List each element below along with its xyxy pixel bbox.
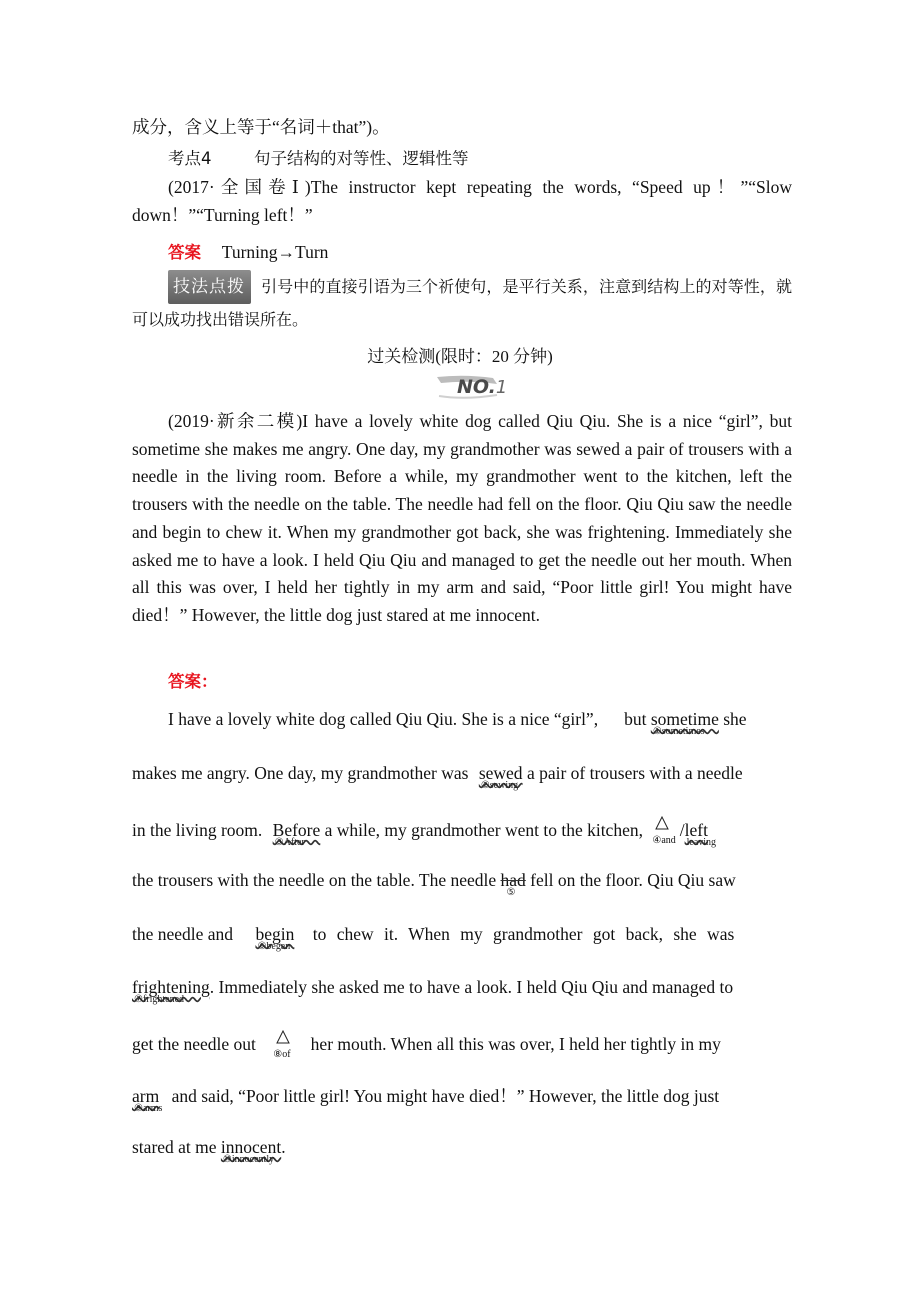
corrected-line-7 bbox=[132, 1030, 804, 1060]
answer-1-value: Turning→Turn bbox=[221, 242, 329, 262]
correction-6 bbox=[500, 870, 526, 898]
passage-text: I have a lovely white dog called Qiu Qiu. She is a nice “girl”, but sometime she makes me angry. One day, my grandmother was sewed a pair of trousers with a needle in the living room. Before a while, my grandmother went to the kitchen, left the trousers with the needle on the table. The needle had fell on the floor. Qiu Qiu saw the needle and begin to chew it. When my grandmother got back, she was frightening. Immediately she asked me to have a look. I held Qiu Qiu and managed to get the needle out her mouth. When all this was over, I held her tightly in my arm and said, “Poor little girl! You might have died！” However, the little dog just stared at me innocent. bbox=[132, 411, 793, 625]
corrected-text: . bbox=[281, 1137, 286, 1157]
correction-note: ⑤ bbox=[506, 887, 516, 898]
tip-badge: 技法点拨 bbox=[168, 270, 251, 304]
correction-slash: / bbox=[679, 820, 685, 840]
corrected-line-6 bbox=[132, 977, 804, 1007]
quiz-title: 过关检测(限时：20 分钟) bbox=[367, 347, 553, 366]
section-title: 句子结构的对等性、逻辑性等 bbox=[254, 149, 469, 168]
answer-2-label: 答案： bbox=[168, 672, 218, 691]
corrected-text: stared at me bbox=[132, 1137, 217, 1157]
corrected-line-9 bbox=[132, 1137, 804, 1167]
correction-note: ①sometimes bbox=[652, 726, 705, 737]
correction-9 bbox=[268, 1030, 296, 1060]
correction-1 bbox=[650, 709, 719, 737]
correction-note: leaving bbox=[686, 837, 717, 848]
insertion-caret-icon bbox=[655, 816, 669, 830]
error-word: innocent bbox=[220, 1137, 282, 1157]
correction-note: ③After bbox=[274, 837, 305, 848]
example-paragraph bbox=[132, 174, 792, 229]
corrected-text: makes me angry. One day, my grandmother was bbox=[132, 763, 469, 783]
insertion-caret-icon bbox=[276, 1030, 290, 1044]
corrected-text: . Immediately she asked me to have a look. I held Qiu Qiu and managed to bbox=[209, 977, 734, 997]
answer-1-label: 答案 bbox=[168, 243, 201, 262]
corrected-line-4 bbox=[132, 870, 804, 900]
correction-note: ⑧of bbox=[273, 1049, 291, 1060]
corrected-text: in the living room. bbox=[132, 820, 263, 840]
correction-5 bbox=[684, 820, 717, 848]
corrected-text: but bbox=[624, 709, 647, 729]
correction-4 bbox=[647, 816, 676, 846]
section-heading bbox=[168, 145, 469, 169]
answer-1 bbox=[168, 239, 328, 263]
corrected-line-1 bbox=[168, 709, 804, 739]
corrected-line-8 bbox=[132, 1083, 804, 1113]
error-word: sometime bbox=[650, 709, 719, 729]
passage-citation: (2019·新余二模) bbox=[168, 411, 303, 431]
error-word: had bbox=[500, 870, 526, 890]
correction-8 bbox=[132, 977, 210, 1005]
corrected-text: a pair of trousers with a needle bbox=[526, 763, 743, 783]
corrected-text: a while, my grandmother went to the kitchen, bbox=[324, 820, 643, 840]
example-citation: (2017·全国卷Ⅰ) bbox=[168, 177, 311, 197]
correction-10 bbox=[132, 1086, 163, 1114]
corrected-line-2 bbox=[132, 763, 804, 793]
error-word: begin bbox=[255, 924, 295, 944]
corrected-text: fell on the floor. Qiu Qiu saw bbox=[530, 870, 736, 890]
correction-note: ⑨arms bbox=[134, 1103, 163, 1114]
tip-text: 引号中的直接引语为三个祈使句，是平行关系，注意到结构上的对等性，就可以成功找出错误所在。 bbox=[132, 277, 792, 329]
correction-3 bbox=[272, 820, 321, 848]
correction-note: ⑥began bbox=[257, 941, 291, 952]
correction-7 bbox=[255, 924, 295, 952]
corrected-text: her mouth. When all this was over, I held her tightly in my bbox=[310, 1034, 721, 1054]
corrected-line-5 bbox=[132, 924, 804, 954]
error-word: arm bbox=[132, 1086, 160, 1106]
error-word: Before bbox=[272, 820, 321, 840]
corrected-text: the needle and bbox=[132, 924, 234, 944]
error-word: frightening bbox=[132, 977, 210, 997]
corrected-text: she bbox=[723, 709, 747, 729]
tip-paragraph bbox=[132, 270, 792, 336]
no-badge bbox=[435, 374, 519, 400]
corrected-text: and said, “Poor little girl! You might have died！” However, the little dog just bbox=[171, 1086, 720, 1106]
corrected-text: get the needle out bbox=[132, 1034, 256, 1054]
intro-line: 成分，含义上等于“名词＋that”)。 bbox=[132, 117, 390, 137]
correction-11 bbox=[220, 1137, 282, 1165]
correction-note: ②sewing bbox=[480, 780, 519, 791]
corrected-text: I have a lovely white dog called Qiu Qiu. She is a nice “girl”, bbox=[168, 709, 599, 729]
no-badge-prefix: NO. bbox=[457, 376, 496, 398]
section-label: 考点4 bbox=[168, 149, 212, 168]
error-word: sewed bbox=[478, 763, 523, 783]
no-badge-number: 1 bbox=[495, 377, 508, 398]
error-word: left bbox=[684, 820, 708, 840]
corrected-line-3 bbox=[132, 816, 804, 846]
correction-2 bbox=[478, 763, 523, 791]
correction-note: ⑦frightened bbox=[134, 994, 185, 1005]
correction-note: ④and bbox=[652, 835, 676, 846]
corrected-text: the trousers with the needle on the table. The needle bbox=[132, 870, 497, 890]
example-text: The instructor kept repeating the words, “Speed up！”“Slow down！”“Turning left！” bbox=[132, 177, 792, 225]
corrected-text: to chew it. When my grandmother got back, she was bbox=[312, 924, 735, 944]
correction-note: ⑩innocently bbox=[222, 1154, 275, 1165]
passage-paragraph bbox=[132, 408, 792, 630]
